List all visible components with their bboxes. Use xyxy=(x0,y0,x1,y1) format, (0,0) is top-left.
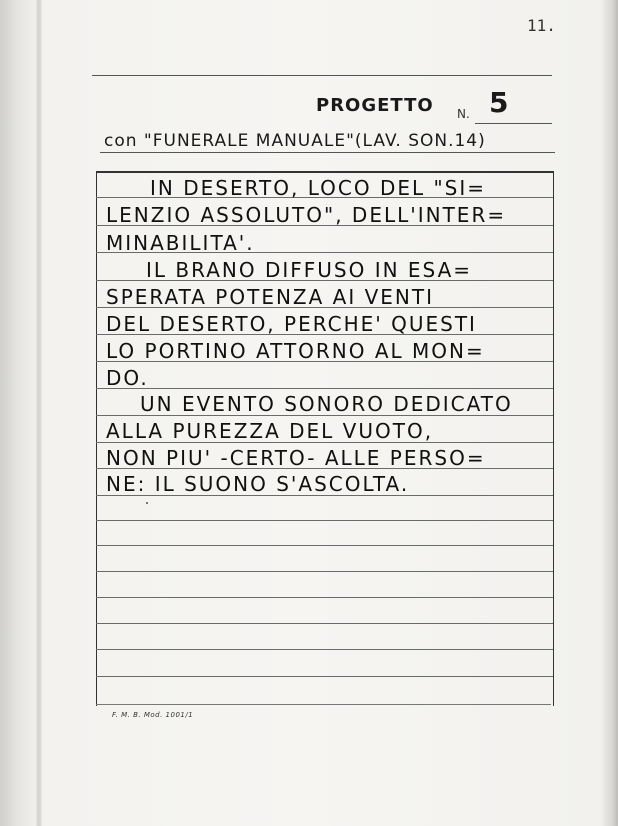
top-rule xyxy=(92,75,552,76)
text-line: IL BRANO DIFFUSO IN ESA= xyxy=(146,258,473,282)
project-subtitle: con "FUNERALE MANUALE"(LAV. SON.14) xyxy=(104,131,486,151)
bottom-rule xyxy=(96,704,551,705)
page-binding xyxy=(36,0,42,826)
ruled-line xyxy=(96,649,553,650)
ruled-line xyxy=(96,545,553,546)
project-number: 5 xyxy=(489,86,509,119)
text-line: IN DESERTO, LOCO DEL "SI= xyxy=(150,176,487,200)
ruled-line xyxy=(96,520,553,521)
ruled-line xyxy=(96,388,553,389)
text-line: NON PIU' -CERTO- ALLE PERSO= xyxy=(106,446,486,470)
ruled-line xyxy=(96,676,553,677)
ruled-line xyxy=(96,571,553,572)
text-line: SPERATA POTENZA AI VENTI xyxy=(106,285,434,309)
text-line: MINABILITA'. xyxy=(106,231,255,255)
text-line: DO. xyxy=(106,366,149,390)
ruled-line xyxy=(96,623,553,624)
text-line: LENZIO ASSOLUTO", DELL'INTER= xyxy=(106,203,507,227)
text-line: LO PORTINO ATTORNO AL MON= xyxy=(106,339,485,363)
text-line: DEL DESERTO, PERCHE' QUESTI xyxy=(106,312,477,336)
text-line: ALLA PUREZZA DEL VUOTO, xyxy=(106,419,434,443)
subtitle-underline xyxy=(100,152,555,153)
number-label: N. xyxy=(457,107,470,121)
ruled-line xyxy=(96,597,553,598)
text-line: UN EVENTO SONORO DEDICATO xyxy=(140,392,513,416)
number-underline xyxy=(475,123,552,124)
pen-dot xyxy=(146,502,148,504)
text-line: NE: IL SUONO S'ASCOLTA. xyxy=(106,472,410,496)
form-code: F. M. B. Mod. 1001/1 xyxy=(112,711,194,719)
project-title: PROGETTO xyxy=(316,95,434,116)
page-number: 11. xyxy=(527,16,556,35)
